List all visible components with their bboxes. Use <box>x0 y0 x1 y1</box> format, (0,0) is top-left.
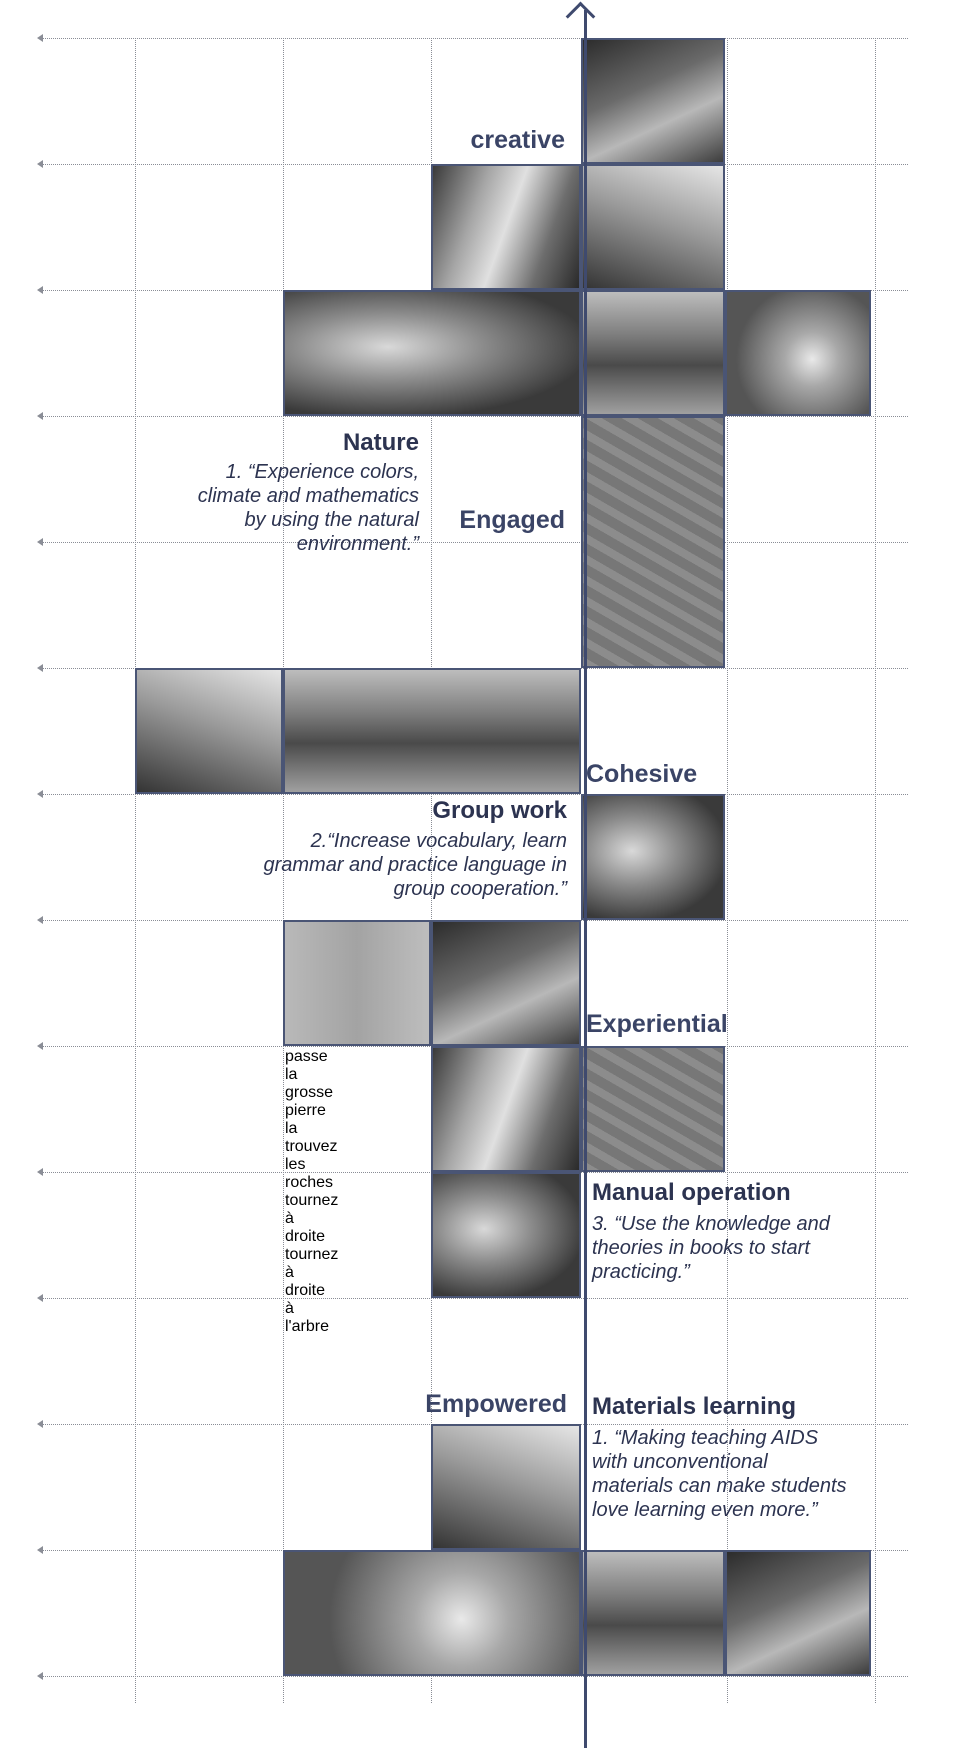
photo-french-signs <box>283 920 431 1335</box>
quote-line: theories in books to start <box>592 1237 810 1259</box>
section-title-manual-operation: Manual operation <box>592 1179 791 1206</box>
keyword-creative: creative <box>470 126 565 154</box>
photo-outdoor-dice <box>581 164 725 290</box>
grid-line <box>40 416 908 417</box>
photo-boy-woodwork <box>431 1046 581 1172</box>
quote-line: grammar and practice language in <box>263 854 567 876</box>
quote-line: 2.“Increase vocabulary, learn <box>310 830 567 852</box>
grid-line <box>40 794 908 795</box>
section-quote-manual-operation <box>592 1212 830 1284</box>
grid-line <box>40 542 908 543</box>
quote-line: love learning even more.” <box>592 1499 818 1521</box>
keyword-experiential: Experiential <box>586 1010 728 1038</box>
quote-line: 3. “Use the knowledge and <box>592 1213 830 1235</box>
photo-chalk-math <box>581 416 725 668</box>
section-quote-group-work <box>263 829 567 901</box>
section-title-materials-learning: Materials learning <box>592 1393 797 1420</box>
quote-line: group cooperation.” <box>393 878 567 900</box>
grid-column <box>135 38 136 1703</box>
quote-line: climate and mathematics <box>197 485 419 507</box>
quote-line: with unconventional <box>592 1451 768 1473</box>
photo-group-game <box>283 668 581 794</box>
photo-boy-planting <box>431 920 581 1046</box>
sign-label: la trouvez les roches <box>285 1120 338 1191</box>
section-quote-nature <box>198 460 419 556</box>
photo-tablet <box>581 38 725 164</box>
photo-phone-qr <box>135 668 283 794</box>
photo-boys-workbench <box>431 1172 581 1298</box>
quote-line: practicing.” <box>592 1261 690 1283</box>
sign-label: tournez à droite à l'arbre <box>285 1246 339 1335</box>
sign-label: passe la grosse pierre <box>285 1048 334 1119</box>
section-quote-materials-learning <box>592 1426 847 1522</box>
quote-line: 1. “Making teaching AIDS <box>592 1427 819 1449</box>
quote-line: by using the natural <box>244 509 419 531</box>
section-title-group-work: Group work <box>432 797 567 824</box>
grid-line <box>40 38 908 39</box>
photo-playground-ropes <box>581 290 725 416</box>
quote-line: materials can make students <box>592 1475 847 1497</box>
photo-playground-build <box>581 1550 725 1676</box>
photo-tree-measuring <box>431 164 581 290</box>
vertical-axis <box>584 10 587 1748</box>
keyword-engaged: Engaged <box>459 506 565 534</box>
keyword-cohesive: Cohesive <box>586 760 698 788</box>
section-title-nature: Nature <box>342 429 419 456</box>
keyword-empowered: Empowered <box>425 1390 567 1418</box>
photo-children-reading <box>283 290 581 416</box>
photo-wooden-structure <box>581 1046 725 1172</box>
sign-label: tournez à droite <box>285 1192 339 1245</box>
quote-line: 1. “Experience colors, <box>225 461 419 483</box>
grid-line <box>40 1676 908 1677</box>
photo-jumping-child <box>431 1424 581 1550</box>
grid-column <box>875 38 876 1703</box>
photo-boy-garden <box>725 1550 871 1676</box>
axis-arrow-icon <box>566 2 596 32</box>
photo-nature-pie <box>725 290 871 416</box>
photo-leaf-tray <box>283 1550 581 1676</box>
photo-boys-cohesive <box>581 794 725 920</box>
quote-line: environment.” <box>296 533 419 555</box>
